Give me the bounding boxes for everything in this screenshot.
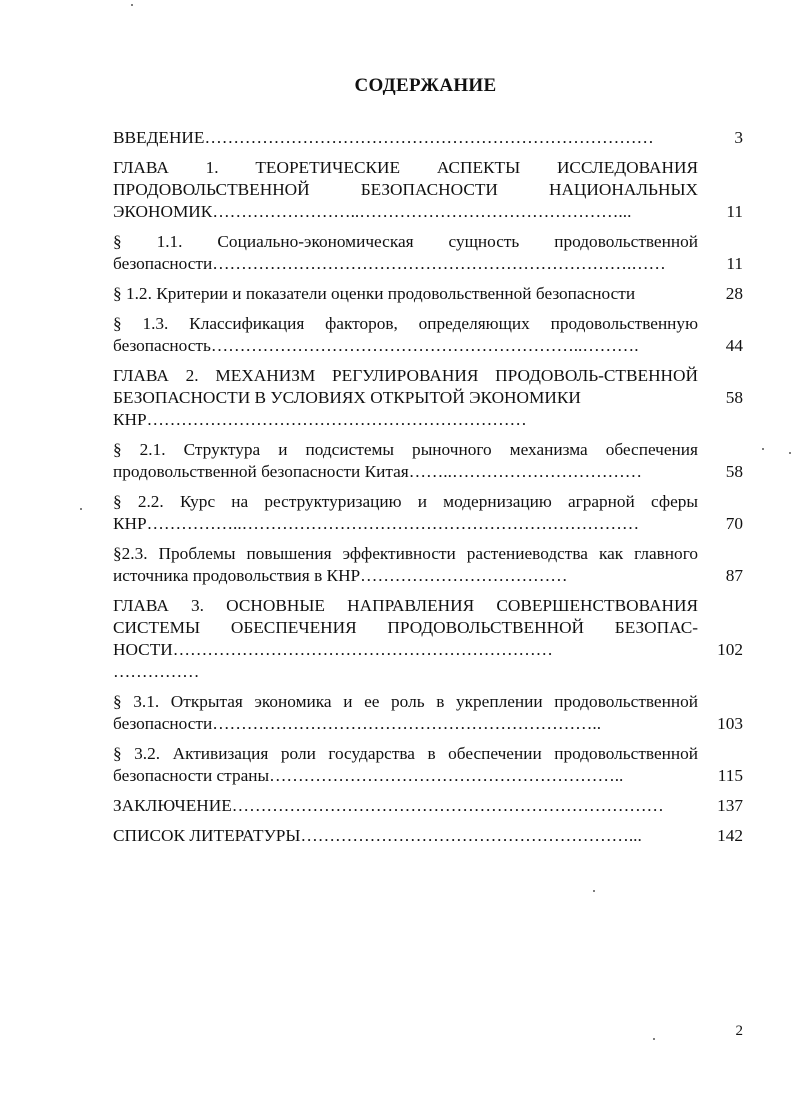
scan-speck [80, 508, 82, 510]
toc-entry-page: 58 [725, 462, 743, 481]
toc-entry-section-2-1 [113, 439, 743, 483]
scan-speck [653, 1038, 655, 1040]
page-title: СОДЕРЖАНИЕ [354, 75, 497, 96]
toc-entry-conclusion [113, 795, 743, 817]
toc-entry-section-2-2 [113, 491, 743, 535]
toc-entry-text: ВВЕДЕНИЕ…………………………………………………………………… [113, 128, 654, 147]
scan-speck [762, 448, 764, 450]
toc-entry-chapter-3 [113, 595, 743, 661]
scan-speck [789, 452, 791, 454]
toc-entry-text: § 1.3. Классификация факторов, определяющих продовольственную безопасность………………………………………………………..………. [113, 314, 698, 355]
toc-entry-text: ГЛАВА 1. ТЕОРЕТИЧЕСКИЕ АСПЕКТЫ ИССЛЕДОВАНИЯ ПРОДОВОЛЬСТВЕННОЙ БЕЗОПАСНОСТИ НАЦИОНАЛЬНЫХ ЭКОНОМИК……………………..………………………………………... [113, 158, 698, 221]
toc-entry-chapter-2 [113, 365, 743, 409]
toc-entry-references [113, 825, 743, 847]
toc-entry-page: 87 [725, 566, 743, 585]
toc-entry-text: § 3.1. Открытая экономика и ее роль в укреплении продовольственной безопасности………………………………………………………….. [113, 692, 698, 733]
toc-entry-chapter-2-continuation: КНР………………………………………………………… [113, 410, 527, 429]
toc-entry-text: § 3.2. Активизация роли государства в обеспечении продовольственной безопасности страны…………………………………………………….. [113, 744, 698, 785]
toc-entry-text: ГЛАВА 2. МЕХАНИЗМ РЕГУЛИРОВАНИЯ ПРОДОВОЛЬ-СТВЕННОЙ БЕЗОПАСНОСТИ В УСЛОВИЯХ ОТКРЫТОЙ ЭКОНОМИКИ [113, 366, 698, 407]
toc-entry-page: 70 [725, 514, 743, 533]
toc-entry-text: § 2.2. Курс на реструктуризацию и модернизацию аграрной сферы КНР……………..…………………………………………………………… [113, 492, 698, 533]
toc-entry-page: 142 [717, 826, 743, 845]
toc-entry-page: 137 [717, 796, 743, 815]
toc-entry-section-1-2 [113, 283, 743, 305]
toc-entry-page: 44 [725, 336, 743, 355]
toc-entry-section-3-1 [113, 691, 743, 735]
toc-entry-page: 11 [726, 254, 743, 273]
toc-entry-chapter-3-continuation: …………… [113, 662, 200, 681]
toc-entry-page: 102 [717, 640, 743, 659]
toc-entry-text: § 1.2. Критерии и показатели оценки продовольственной безопасности [113, 284, 636, 303]
page-number: 2 [735, 1023, 743, 1039]
toc-entry-text: § 1.1. Социально-экономическая сущность продовольственной безопасности……………………………………………………………….…… [113, 232, 698, 273]
toc-entry-text: ГЛАВА 3. ОСНОВНЫЕ НАПРАВЛЕНИЯ СОВЕРШЕНСТВОВАНИЯ СИСТЕМЫ ОБЕСПЕЧЕНИЯ ПРОДОВОЛЬСТВЕННОЙ БЕЗОПАС-НОСТИ………………………………………………………… [113, 596, 698, 659]
toc-entry-introduction [113, 127, 743, 149]
toc-entry-page: 3 [734, 128, 743, 147]
toc-entry-text: § 2.1. Структура и подсистемы рыночного механизма обеспечения продовольственной безопасности Китая……..…………………………… [113, 440, 698, 481]
toc-entry-page: 115 [717, 766, 743, 785]
toc-entry-page: 103 [717, 714, 743, 733]
toc-entry-chapter-1 [113, 157, 743, 223]
toc-entry-page: 58 [725, 388, 743, 407]
toc-entry-section-1-3 [113, 313, 743, 357]
toc-entry-page: 28 [725, 284, 743, 303]
scan-speck [593, 890, 595, 892]
toc-entry-text: ЗАКЛЮЧЕНИЕ………………………………………………………………… [113, 796, 664, 815]
toc-entry-section-1-1 [113, 231, 743, 275]
toc-entry-text: СПИСОК ЛИТЕРАТУРЫ…………………………………………………... [113, 826, 642, 845]
toc-entry-page: 11 [726, 202, 743, 221]
toc-entry-text: §2.3. Проблемы повышения эффективности растениеводства как главного источника продовольствия в КНР……………………………… [113, 544, 698, 585]
table-of-contents [113, 127, 743, 855]
scan-speck [131, 4, 133, 6]
toc-entry-section-2-3 [113, 543, 743, 587]
toc-entry-section-3-2 [113, 743, 743, 787]
